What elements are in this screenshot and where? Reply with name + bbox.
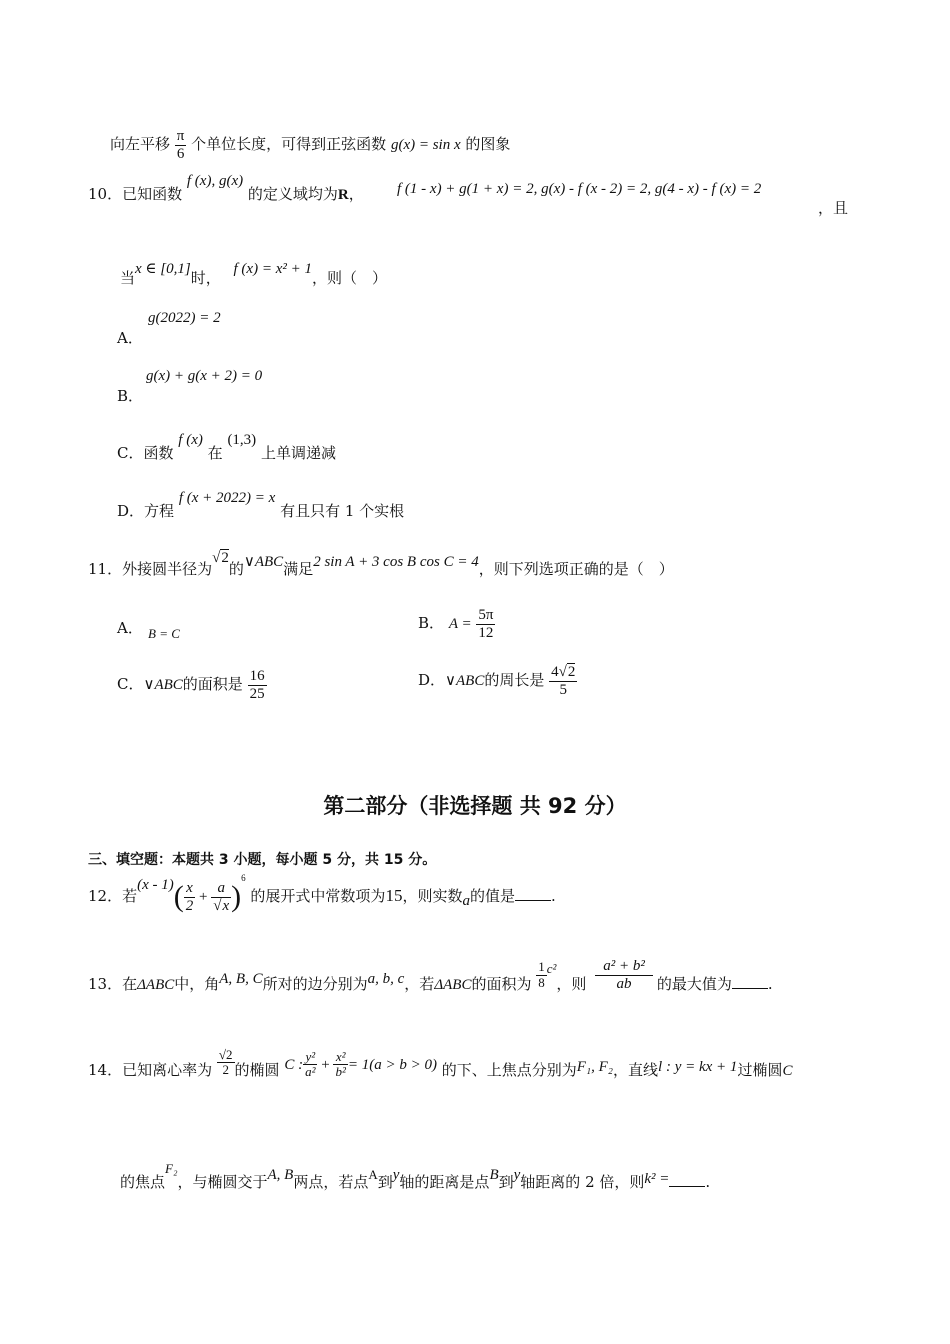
q9-text: 向左平移: [110, 135, 171, 153]
q10-option-A: g(2022) = 2: [148, 310, 221, 326]
q10-functions: f (x), g(x): [186, 173, 244, 189]
q10-option-A-label: A．: [117, 329, 143, 347]
q11-equation: 2 sin A + 3 cos B cos C = 4: [313, 554, 479, 570]
q13: 13．在ΔABC中，角A, B, C所对的边分别为a, b, c，若ΔABC的面积为 $\frac{1}{8}$ c²，则 $\frac{\text{a² + b²}}{ab}$ 的最大值为 .: [88, 958, 773, 993]
q11-option-C: C．∨ABC的面积是 $\frac{16}{25}$: [117, 668, 265, 702]
q10-stem: 10．已知函数 f (x), g(x) 的定义域均为R，: [88, 173, 364, 203]
q11-stem: 11．外接圆半径为√2的∨ABC满足2 sin A + 3 cos B cos C = 4，则下列选项正确的是（ ）: [88, 550, 674, 578]
q12: 12．若(x - 1)( $\frac{x}{2}$ + $\frac{a}{√x}$ )$^6$ 的展开式中常数项为15，则实数a的值是 .: [88, 873, 556, 914]
part2-title: 第二部分（非选择题 共 92 分）: [323, 794, 627, 818]
q10-condition: f (1 - x) + g(1 + x) = 2, g(x) - f (x - 2) = 2, g(4 - x) - f (x) = 2: [397, 181, 762, 197]
q9-fraction: $\frac{\pi}{6}$: [176, 128, 185, 162]
q10-option-B-label: B．: [117, 387, 144, 405]
q11-option-A: B = C: [148, 626, 180, 641]
q10-option-C: C．函数 f (x) 在 (1,3) 上单调递减: [117, 432, 336, 462]
q11-option-D: D．∨ABC的周长是 $\frac{4√2}{5}$: [418, 664, 576, 698]
q11-option-B: B． A = $\frac{5\pi}{12}$: [418, 607, 494, 641]
q10-option-D: D．方程 f (x + 2022) = x 有且只有 1 个实根: [117, 490, 405, 520]
q13-answer-blank[interactable]: [732, 987, 768, 989]
q12-answer-blank[interactable]: [515, 899, 551, 901]
q9-tail: 向左平移 $\frac{\pi}{6}$ 个单位长度，可得到正弦函数 g(x) = sin x 的图象: [110, 128, 511, 162]
q14-line1: 14．已知离心率为 $\frac{√2}{2}$ 的椭圆 C : $\frac{\text{y²}}{\text{a²}}$ + $\frac{\text{x²}}{\text{b²}}$ = 1(a > b > 0) 的下、上焦点分别为F₁, F₂，直线l : y = kx + 1过椭圆C: [88, 1047, 793, 1080]
q14-answer-blank[interactable]: [669, 1185, 705, 1187]
q10-option-B: g(x) + g(x + 2) = 0: [146, 368, 263, 384]
q10-when: 当x ∈ [0,1]时， f (x) = x² + 1，则（ ）: [120, 261, 387, 287]
q9-function: g(x) = sin x: [390, 137, 461, 153]
q14-line2: 的焦点F₂，与椭圆交于A, B两点，若点A到y轴的距离是点B到y轴距离的 2 倍，则k² = .: [120, 1161, 711, 1191]
section3-heading: 三、填空题：本题共 3 小题，每小题 5 分，共 15 分。: [88, 852, 437, 868]
q10-definition: f (x) = x² + 1: [233, 261, 312, 277]
